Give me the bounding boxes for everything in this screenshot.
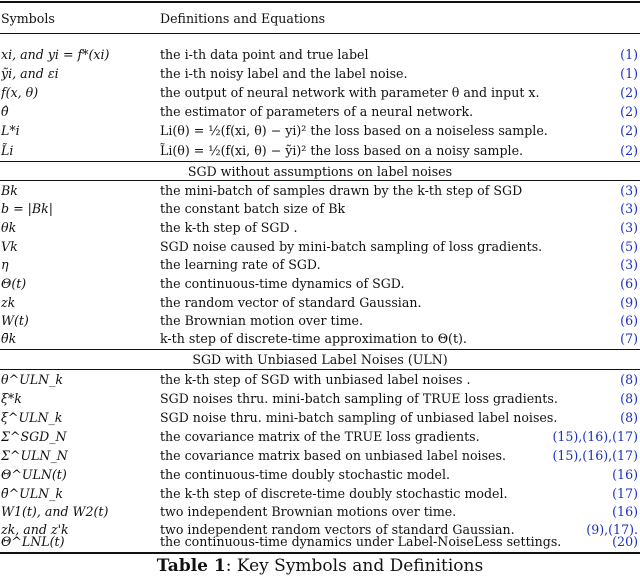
equation-ref-link[interactable]: (9),(17). <box>586 522 638 537</box>
table-row <box>0 274 640 293</box>
definition-cell: k-th step of discrete-time approximation to Θ(t). <box>160 331 467 346</box>
definition-cell: Li(θ) = ½(f(xi, θ) − yi)² the loss based on a noiseless sample. <box>160 123 548 138</box>
symbol-cell: zk, and z'k <box>1 522 69 537</box>
table-caption <box>0 556 640 576</box>
definition-cell: the mini-batch of samples drawn by the k-th step of SGD <box>160 183 523 198</box>
symbol-cell: b = |Bk| <box>1 201 53 216</box>
symbol-cell: W1(t), and W2(t) <box>1 504 109 519</box>
equation-ref-link[interactable]: (17) <box>612 486 638 501</box>
definition-cell: the k-th step of SGD with unbiased label noises . <box>160 372 471 387</box>
symbol-cell: f(x, θ) <box>1 85 39 100</box>
equation-ref-link[interactable]: (3) <box>620 257 638 272</box>
equation-ref-link[interactable]: (3) <box>620 220 638 235</box>
definition-cell: the continuous-time dynamics of SGD. <box>160 276 405 291</box>
symbol-cell: Θ^ULN(t) <box>1 467 67 482</box>
symbol-cell: θ^ULN_k <box>1 372 64 387</box>
equation-ref-link[interactable]: (16) <box>612 467 638 482</box>
table-row <box>0 502 640 521</box>
definition-cell: SGD noises thru. mini-batch sampling of TRUE loss gradients. <box>160 391 558 406</box>
equation-ref-link[interactable]: (20) <box>612 534 638 549</box>
table-row <box>0 255 640 274</box>
equation-ref-link[interactable]: (9) <box>620 295 638 310</box>
equation-ref-link[interactable]: (2) <box>620 104 638 119</box>
definition-cell: the learning rate of SGD. <box>160 257 321 272</box>
caption-label: Table 1 <box>156 556 226 576</box>
definition-cell: the i-th noisy label and the label noise. <box>160 66 408 81</box>
symbol-cell: zk <box>1 295 16 310</box>
symbol-cell: θ̄k <box>1 331 17 346</box>
equation-ref-link[interactable]: (5) <box>620 239 638 254</box>
table-row <box>0 532 640 551</box>
definition-cell: the i-th data point and true label <box>160 47 369 62</box>
equation-ref-link[interactable]: (16) <box>612 504 638 519</box>
header-rule <box>0 33 640 34</box>
definition-cell: two independent random vectors of standard Gaussian. <box>160 522 515 537</box>
definition-cell: the random vector of standard Gaussian. <box>160 295 422 310</box>
equation-ref-link[interactable]: (8) <box>620 391 638 406</box>
equation-ref-link[interactable]: (15),(16),(17) <box>552 429 638 444</box>
definition-cell: the continuous-time dynamics under Label-NoiseLess settings. <box>160 534 562 549</box>
equation-ref-link[interactable]: (6) <box>620 313 638 328</box>
table-row <box>0 329 640 348</box>
symbol-cell: θ̂ <box>1 104 9 119</box>
definition-cell: the constant batch size of Bk <box>160 201 346 216</box>
equation-ref-link[interactable]: (1) <box>620 47 638 62</box>
symbol-cell: ξ*k <box>1 391 22 406</box>
table-row <box>0 181 640 200</box>
table-header-row <box>0 9 640 28</box>
equation-ref-link[interactable]: (8) <box>620 410 638 425</box>
symbol-cell: Vk <box>1 239 18 254</box>
equation-ref-link[interactable]: (3) <box>620 201 638 216</box>
table-row <box>0 141 640 160</box>
header-symbols: Symbols <box>1 11 55 26</box>
table-row <box>0 237 640 256</box>
table-row <box>0 293 640 312</box>
bottom-rule <box>0 552 640 554</box>
symbol-cell: Bk <box>1 183 18 198</box>
top-rule <box>0 1 640 3</box>
symbol-cell: xi, and yi = f*(xi) <box>1 47 110 62</box>
symbol-cell: W(t) <box>1 313 29 328</box>
table-row <box>0 45 640 64</box>
table-row <box>0 465 640 484</box>
equation-ref-link[interactable]: (7) <box>620 331 638 346</box>
equation-ref-link[interactable]: (6) <box>620 276 638 291</box>
table-row <box>0 484 640 503</box>
symbol-cell: Σ^SGD_N <box>1 429 67 444</box>
header-definitions: Definitions and Equations <box>160 11 326 26</box>
definition-cell: the k-th step of discrete-time doubly stochastic model. <box>160 486 508 501</box>
caption-text: : Key Symbols and Definitions <box>225 556 484 576</box>
symbol-cell: η <box>1 257 9 272</box>
table-row <box>0 218 640 237</box>
symbol-cell: L̃i <box>1 143 14 158</box>
table-row <box>0 102 640 121</box>
symbol-cell: L*i <box>1 123 20 138</box>
symbol-cell: ỹi, and εi <box>1 66 59 81</box>
definition-cell: the Brownian motion over time. <box>160 313 363 328</box>
table-row <box>0 446 640 465</box>
table-row <box>0 121 640 140</box>
definition-cell: the output of neural network with parameter θ and input x. <box>160 85 540 100</box>
equation-ref-link[interactable]: (2) <box>620 123 638 138</box>
table-row <box>0 408 640 427</box>
symbol-cell: θk <box>1 220 17 235</box>
equation-ref-link[interactable]: (3) <box>620 183 638 198</box>
definition-cell: L̃i(θ) = ½(f(xi, θ) − ỹi)² the loss based on a noisy sample. <box>160 143 524 158</box>
symbol-cell: ξ^ULN_k <box>1 410 63 425</box>
table-row <box>0 389 640 408</box>
section-title-uln: SGD with Unbiased Label Noises (ULN) <box>192 352 448 367</box>
symbol-cell: Σ^ULN_N <box>1 448 68 463</box>
definition-cell: the covariance matrix based on unbiased label noises. <box>160 448 506 463</box>
equation-ref-link[interactable]: (8) <box>620 372 638 387</box>
equation-ref-link[interactable]: (2) <box>620 143 638 158</box>
equation-ref-link[interactable]: (2) <box>620 85 638 100</box>
section-title-sgd: SGD without assumptions on label noises <box>187 164 453 179</box>
table-row <box>0 83 640 102</box>
definition-cell: two independent Brownian motions over time. <box>160 504 457 519</box>
table-row <box>0 311 640 330</box>
table-row <box>0 427 640 446</box>
definition-cell: SGD noise caused by mini-batch sampling of loss gradients. <box>160 239 543 254</box>
definition-cell: the k-th step of SGD . <box>160 220 298 235</box>
definition-cell: the estimator of parameters of a neural network. <box>160 104 474 119</box>
definition-cell: SGD noise thru. mini-batch sampling of unbiased label noises. <box>160 410 558 425</box>
symbol-cell: Θ^LNL(t) <box>1 534 65 549</box>
table-row <box>0 370 640 389</box>
table-row <box>0 199 640 218</box>
definition-cell: the continuous-time doubly stochastic model. <box>160 467 451 482</box>
symbol-cell: θ̄^ULN_k <box>1 486 64 501</box>
equation-ref-link[interactable]: (15),(16),(17) <box>552 448 638 463</box>
equation-ref-link[interactable]: (1) <box>620 66 638 81</box>
definition-cell: the covariance matrix of the TRUE loss gradients. <box>160 429 480 444</box>
table-row <box>0 64 640 83</box>
symbol-cell: Θ(t) <box>1 276 27 291</box>
